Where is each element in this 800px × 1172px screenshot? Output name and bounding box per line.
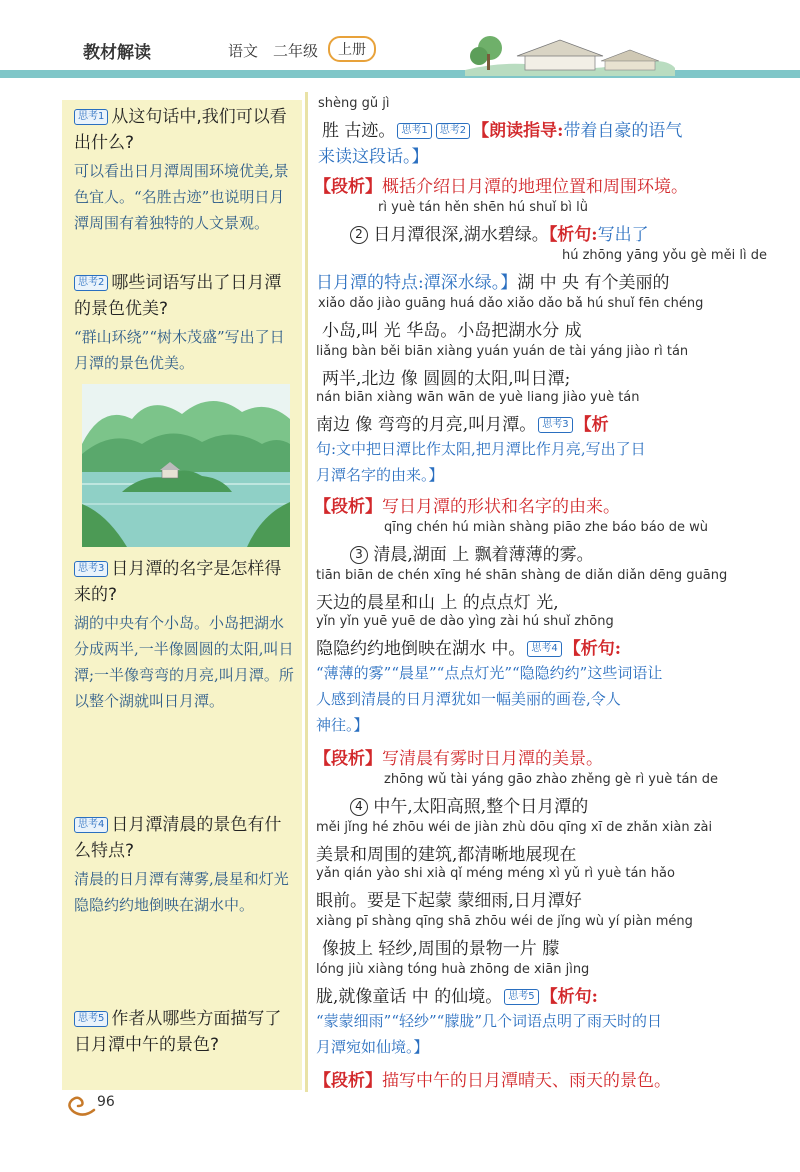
think-question-5 bbox=[74, 1006, 296, 1058]
swirl-ornament-icon bbox=[64, 1092, 98, 1118]
column-divider bbox=[305, 92, 308, 1092]
analysis-label: 【段析】 bbox=[314, 497, 382, 517]
paragraph-analysis bbox=[314, 744, 603, 769]
paragraph-number: 4 bbox=[350, 798, 368, 816]
paragraph-analysis bbox=[314, 172, 688, 197]
text-span: 湖 中 央 有个美丽的 bbox=[517, 273, 670, 293]
text-span: 日月潭很深,湖水碧绿。 bbox=[373, 225, 549, 245]
analysis-text: 写日月潭的形状和名字的由来。 bbox=[382, 497, 620, 517]
text-line bbox=[350, 540, 594, 565]
think-question-2 bbox=[74, 270, 296, 376]
text-line bbox=[322, 116, 682, 141]
text-line: 美景和周围的建筑,都清晰地展现在 bbox=[316, 845, 577, 865]
text-line bbox=[350, 792, 588, 817]
page-header bbox=[0, 0, 800, 84]
text-span: 胜 古迹。 bbox=[322, 121, 396, 141]
pavilion-illustration bbox=[465, 30, 675, 76]
text-line: 小岛,叫 光 华岛。小岛把湖水分 成 bbox=[322, 321, 582, 341]
note-text: 日月潭的特点:潭深水绿。】 bbox=[316, 273, 518, 293]
question-text: 作者从哪些方面描写了日月潭中午的景色? bbox=[74, 1009, 282, 1055]
answer-text: 湖的中央有个小岛。小岛把湖水分成两半,一半像圆圆的太阳,叫日潭;一半像弯弯的月亮,叫月潭。所以整个湖就叫日月潭。 bbox=[74, 614, 294, 710]
note-text: “蒙蒙细雨”“轻纱”“朦胧”几个词语点明了雨天时的日 bbox=[316, 1012, 663, 1030]
text-line bbox=[316, 410, 609, 435]
pinyin-line: xiàng pī shàng qīng shā zhōu wéi de jǐng wù yí piàn méng bbox=[316, 914, 693, 929]
guide-text: 带着自豪的语气 bbox=[563, 121, 683, 141]
note-label: 【析句: bbox=[540, 987, 598, 1007]
text-span: 胧,就像童话 中 的仙境。 bbox=[316, 987, 503, 1007]
guide-label: 【朗读指导: bbox=[472, 121, 564, 141]
pinyin-line: xiǎo dǎo jiào guāng huá dǎo xiǎo dǎo bǎ hú shuǐ fēn chéng bbox=[318, 296, 704, 311]
analysis-label: 【段析】 bbox=[314, 1071, 382, 1091]
pinyin-line: rì yuè tán hěn shēn hú shuǐ bì lǜ bbox=[378, 200, 589, 215]
text-span: 清晨,湖面 上 飘着薄薄的雾。 bbox=[373, 545, 594, 565]
text-line bbox=[316, 268, 669, 293]
guide-text: 来读这段话。】 bbox=[318, 147, 429, 167]
pinyin-line: hú zhōng yāng yǒu gè měi lì de bbox=[562, 248, 767, 263]
note-text: “薄薄的雾”“晨星”“点点灯光”“隐隐约约”这些词语让 bbox=[316, 664, 663, 682]
note-text: 写出了 bbox=[597, 225, 649, 245]
think-badge: 思考2 bbox=[74, 275, 108, 291]
think-ref-badge: 思考3 bbox=[538, 417, 572, 433]
answer-text: “群山环绕”“树木茂盛”写出了日月潭的景色优美。 bbox=[74, 328, 285, 372]
note-label: 【析句: bbox=[563, 639, 622, 659]
note-label: 【析句: bbox=[548, 225, 598, 245]
note-text: 月潭宛如仙境。】 bbox=[316, 1038, 429, 1056]
note-label: 【析 bbox=[574, 415, 609, 435]
analysis-label: 【段析】 bbox=[314, 749, 382, 769]
pinyin-line: yǐn yǐn yuē yuē de dào yìng zài hú shuǐ zhōng bbox=[316, 614, 614, 629]
think-question-1 bbox=[74, 104, 296, 236]
text-line bbox=[350, 220, 649, 245]
question-text: 日月潭的名字是怎样得来的? bbox=[74, 559, 282, 605]
text-line bbox=[316, 982, 598, 1007]
text-line: 天边的晨星和山 上 的点点灯 光, bbox=[316, 593, 559, 613]
text-line: 两半,北边 像 圆圆的太阳,叫日潭; bbox=[322, 369, 571, 389]
page-number-text: 96 bbox=[97, 1094, 115, 1110]
think-badge: 思考4 bbox=[74, 817, 108, 833]
think-badge: 思考1 bbox=[74, 109, 108, 125]
pinyin-line: zhōng wǔ tài yáng gāo zhào zhěng gè rì yuè tán de bbox=[384, 772, 719, 787]
pinyin-line: yǎn qián yào shi xià qǐ méng méng xì yǔ rì yuè tán hǎo bbox=[316, 866, 675, 881]
think-ref-badge: 思考4 bbox=[527, 641, 561, 657]
subject-grade: 语文 二年级 bbox=[228, 42, 319, 60]
question-text: 哪些词语写出了日月潭的景色优美? bbox=[74, 273, 282, 319]
text-span: 隐隐约约地倒映在湖水 中。 bbox=[316, 639, 526, 659]
think-ref-badge: 思考5 bbox=[504, 989, 538, 1005]
note-text: 人感到清晨的日月潭犹如一幅美丽的画卷,令人 bbox=[316, 690, 621, 708]
think-question-4 bbox=[74, 812, 296, 918]
think-badge: 思考3 bbox=[74, 561, 108, 577]
pinyin-line: qīng chén hú miàn shàng piāo zhe báo báo de wù bbox=[384, 520, 709, 535]
book-section-title: 教材解读 bbox=[83, 43, 151, 63]
pinyin-line: shèng gǔ jì bbox=[318, 96, 390, 111]
answer-text: 清晨的日月潭有薄雾,晨星和灯光隐隐约约地倒映在湖水中。 bbox=[74, 870, 289, 914]
pinyin-line: nán biān xiàng wān wān de yuè liang jiào yuè tán bbox=[316, 390, 640, 405]
note-text: 月潭名字的由来。】 bbox=[316, 466, 444, 484]
pinyin-line: liǎng bàn běi biān xiàng yuán yuán de tài yáng jiào rì tán bbox=[316, 344, 689, 359]
text-line bbox=[316, 634, 621, 659]
paragraph-analysis bbox=[314, 1066, 671, 1091]
think-question-3 bbox=[74, 556, 296, 714]
answer-text: 可以看出日月潭周围环境优美,景色宜人。“名胜古迹”也说明日月潭周围有着独特的人文景观。 bbox=[74, 162, 289, 232]
think-ref-badge: 思考1 bbox=[397, 123, 431, 139]
page-number bbox=[64, 1092, 134, 1122]
volume-badge: 上册 bbox=[328, 36, 376, 62]
text-line: 眼前。要是下起蒙 蒙细雨,日月潭好 bbox=[316, 891, 582, 911]
pinyin-line: lóng jiù xiàng tóng huà zhōng de xiān jìng bbox=[316, 962, 590, 977]
note-text: 句:文中把日潭比作太阳,把月潭比作月亮,写出了日 bbox=[316, 440, 646, 458]
header-band bbox=[0, 70, 800, 78]
analysis-label: 【段析】 bbox=[314, 177, 382, 197]
text-span: 中午,太阳高照,整个日月潭的 bbox=[373, 797, 589, 817]
paragraph-number: 2 bbox=[350, 226, 368, 244]
analysis-text: 概括介绍日月潭的地理位置和周围环境。 bbox=[382, 177, 688, 197]
paragraph-analysis bbox=[314, 492, 620, 517]
text-span: 南边 像 弯弯的月亮,叫月潭。 bbox=[316, 415, 537, 435]
paragraph-number: 3 bbox=[350, 546, 368, 564]
pinyin-line: tiān biān de chén xīng hé shān shàng de diǎn diǎn dēng guāng bbox=[316, 568, 728, 583]
lake-island-illustration bbox=[82, 384, 290, 547]
analysis-text: 描写中午的日月潭晴天、雨天的景色。 bbox=[382, 1071, 671, 1091]
note-text: 神往。】 bbox=[316, 716, 369, 734]
question-text: 日月潭清晨的景色有什么特点? bbox=[74, 815, 282, 861]
pinyin-line: měi jǐng hé zhōu wéi de jiàn zhù dōu qīng xī de zhǎn xiàn zài bbox=[316, 820, 713, 835]
think-ref-badge: 思考2 bbox=[436, 123, 470, 139]
analysis-text: 写清晨有雾时日月潭的美景。 bbox=[382, 749, 603, 769]
question-text: 从这句话中,我们可以看出什么? bbox=[74, 107, 287, 153]
think-badge: 思考5 bbox=[74, 1011, 108, 1027]
text-line: 像披上 轻纱,周围的景物一片 朦 bbox=[322, 939, 560, 959]
